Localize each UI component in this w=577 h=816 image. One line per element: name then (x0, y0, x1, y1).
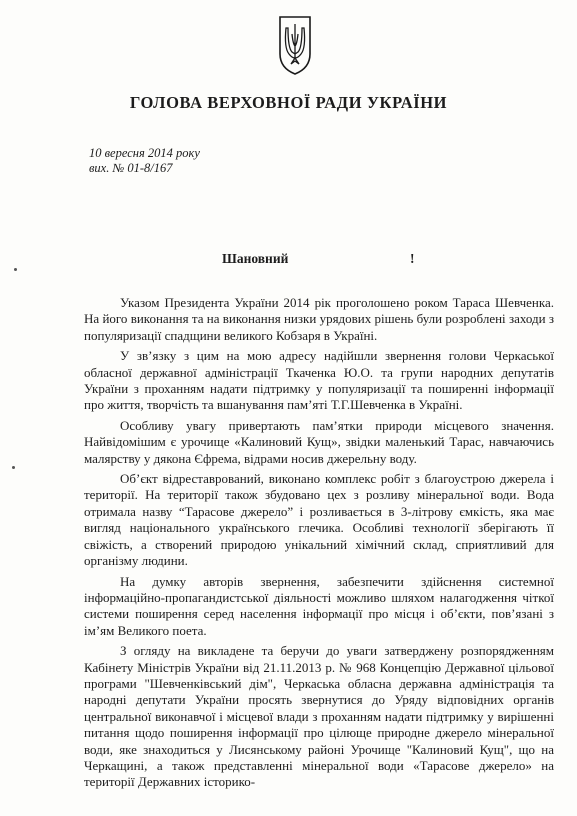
scan-speck (14, 268, 17, 271)
greeting-salutation: Шановний (222, 251, 289, 266)
body-paragraph: На думку авторів звернення, забезпечити здійснення системної інформаційно-пропагандистської діяльності можливо шляхом налагодження чіткої системи поширення серед населення інформації про місця і об’єкти, пов’язані з ім’ям Великого поета. (84, 573, 554, 638)
trident-coat-of-arms-icon (277, 14, 313, 76)
greeting-exclamation: ! (410, 251, 415, 266)
body-paragraph: Особливу увагу привертають пам’ятки природи місцевого значення. Найвідомішим є урочище «Калиновий Кущ», звідки маленький Тарас, навчаючись малярству у дяконa Єфрема, відрами носив джерельну воду. (84, 417, 554, 466)
body-paragraph: Указом Президента України 2014 рік проголошено роком Тараса Шевченка. На його виконання та на виконання низки урядових рішень були розроблені заходи з популяризації спадщини великого Кобзаря в Україні. (84, 295, 554, 343)
letter-body (84, 295, 554, 791)
body-paragraph: З огляду на викладене та беручи до уваги затверджену розпорядженням Кабінету Міністрів України від 21.11.2013 р. № 968 Концепцію Державної цільової програми "Шевченківський дім", Черкаська обласна державна адміністрація та народні депутати України просять звернутися до Уряду відповідних органів центральної виконавчої і місцевої влади з проханням надати підтримку у вирішенні питання щодо поширення інформації про цілюще природне джерело мінеральної води, яке знаходиться у Лисянському районі Урочище "Калиновий Кущ", що на Черкащині, а також представленні мінеральної води «Тарасове джерело» на території Державних історико- (84, 643, 554, 790)
letter-date: 10 вересня 2014 року (89, 146, 200, 160)
body-paragraph: Об’єкт відреставрований, виконано комплекс робіт з благоустрою джерела і території. На території також збудовано цех з розливу мінеральної води. Вода отримала назву “Тарасове джерело” і розливається в 3-літрову ємкість, яка має вигляд національного українського глечика. Особливі технології зберігають її свіжість, а створений природою унікальний хімічний склад, сприятливий для організму людини. (84, 471, 554, 569)
scan-speck (12, 466, 15, 469)
outgoing-reference-number: вих. № 01-8/167 (89, 161, 173, 175)
letter-meta (89, 146, 200, 176)
letterhead-title: ГОЛОВА ВЕРХОВНОЇ РАДИ УКРАЇНИ (129, 93, 448, 112)
body-paragraph: У зв’язку з цим на мою адресу надійшли звернення голови Черкаської обласної державної адміністрації Ткаченка Ю.О. та групи народних депутатів України з проханням надати підтримку у популяризації та поширенні інформації про життя, творчість та вшанування пам’яті Т.Г.Шевченка в Україні. (84, 348, 554, 413)
